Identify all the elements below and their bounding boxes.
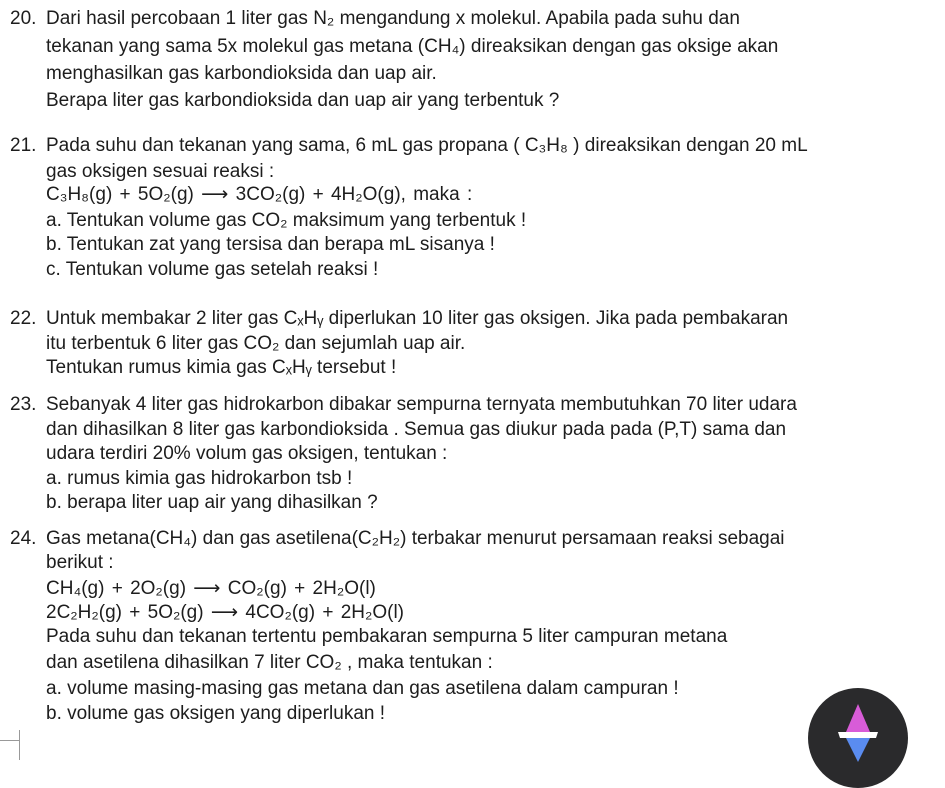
logo-glyph-icon <box>832 702 884 762</box>
q20-line-3: menghasilkan gas karbondioksida dan uap air. <box>46 63 437 84</box>
corner-line-horizontal <box>0 740 20 741</box>
q22-line-1: Untuk membakar 2 liter gas CₓHᵧ diperlukan 10 liter gas oksigen. Jika pada pembakaran <box>46 308 789 329</box>
q23-number: 23. <box>10 394 37 415</box>
q21-line-1: Pada suhu dan tekanan yang sama, 6 mL gas propana ( C₃H₈ ) direaksikan dengan 20 mL <box>46 135 808 156</box>
q20-line-1: Dari hasil percobaan 1 liter gas N₂ mengandung x molekul. Apabila pada suhu dan <box>46 8 740 29</box>
q21-part-c: c. Tentukan volume gas setelah reaksi ! <box>46 259 379 280</box>
q20-number: 20. <box>10 8 37 29</box>
corner-line-vertical <box>19 730 20 760</box>
q24-part-a: a. volume masing-masing gas metana dan gas asetilena dalam campuran ! <box>46 678 679 699</box>
q24-equation-2: 2C₂H₂(g) + 5O₂(g) ⟶ 4CO₂(g) + 2H₂O(l) <box>46 602 405 623</box>
q24-line-2: berikut : <box>46 552 114 573</box>
q21-line-2: gas oksigen sesuai reaksi : <box>46 161 275 182</box>
q23-line-1: Sebanyak 4 liter gas hidrokarbon dibakar sempurna ternyata membutuhkan 70 liter udara <box>46 394 797 415</box>
q24-line-1: Gas metana(CH₄) dan gas asetilena(C₂H₂) terbakar menurut persamaan reaksi sebagai <box>46 528 785 549</box>
q24-line-4: dan asetilena dihasilkan 7 liter CO₂ , maka tentukan : <box>46 652 493 673</box>
q21-part-a: a. Tentukan volume gas CO₂ maksimum yang terbentuk ! <box>46 210 527 231</box>
q24-number: 24. <box>10 528 37 549</box>
app-logo-icon[interactable] <box>808 688 908 788</box>
q24-part-b: b. volume gas oksigen yang diperlukan ! <box>46 703 386 724</box>
q23-line-3: udara terdiri 20% volum gas oksigen, tentukan : <box>46 443 448 464</box>
q21-number: 21. <box>10 135 37 156</box>
q24-equation-1: CH₄(g) + 2O₂(g) ⟶ CO₂(g) + 2H₂O(l) <box>46 578 376 599</box>
q21-part-b: b. Tentukan zat yang tersisa dan berapa mL sisanya ! <box>46 234 495 255</box>
q22-line-3: Tentukan rumus kimia gas CₓHᵧ tersebut ! <box>46 357 397 378</box>
q22-line-2: itu terbentuk 6 liter gas CO₂ dan sejumlah uap air. <box>46 333 466 354</box>
q21-equation: C₃H₈(g) + 5O₂(g) ⟶ 3CO₂(g) + 4H₂O(g), maka : <box>46 184 473 205</box>
q24-line-3: Pada suhu dan tekanan tertentu pembakaran sempurna 5 liter campuran metana <box>46 626 728 647</box>
q22-number: 22. <box>10 308 37 329</box>
q20-line-4: Berapa liter gas karbondioksida dan uap air yang terbentuk ? <box>46 90 560 111</box>
q23-line-2: dan dihasilkan 8 liter gas karbondioksida . Semua gas diukur pada pada (P,T) sama dan <box>46 419 787 440</box>
q23-part-b: b. berapa liter uap air yang dihasilkan ? <box>46 492 378 513</box>
q20-line-2: tekanan yang sama 5x molekul gas metana (CH₄) direaksikan dengan gas oksige akan <box>46 36 779 57</box>
q23-part-a: a. rumus kimia gas hidrokarbon tsb ! <box>46 468 353 489</box>
